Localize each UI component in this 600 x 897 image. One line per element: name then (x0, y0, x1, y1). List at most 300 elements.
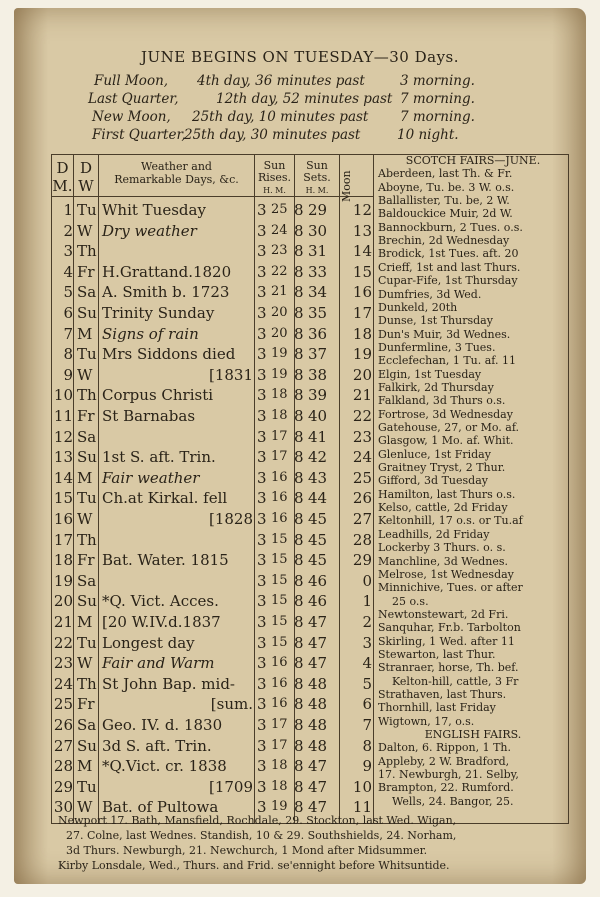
day-of-week: Tu (77, 633, 97, 652)
fair-entry: Dumfries, 3d Wed. (378, 287, 482, 301)
sunrise-minute: 19 (271, 799, 288, 815)
col-sets-h1: Sun (306, 159, 328, 172)
fair-entry: Bannockburn, 2 Tues. o.s. (378, 220, 523, 234)
sunset-minute: 48 (308, 695, 328, 714)
fair-entry: Melrose, 1st Wednesday (378, 567, 514, 581)
remarkable-day: *Q. Vict. Acces. (102, 592, 219, 611)
moon-age: 13 (352, 221, 372, 240)
day-of-month: 15 (53, 489, 73, 508)
day-of-month: 13 (53, 448, 73, 467)
sunset-minute: 33 (308, 262, 328, 281)
moon-age: 21 (352, 386, 372, 405)
day-of-month: 30 (53, 798, 73, 817)
remarkable-day: [1828 (208, 510, 253, 528)
sunrise-hour: 3 (257, 736, 267, 755)
sunrise-minute: 15 (271, 572, 288, 588)
sunrise-minute: 16 (271, 696, 288, 712)
remarkable-day: Corpus Christi (102, 386, 214, 405)
sunset-minute: 42 (308, 448, 328, 467)
fair-entry: Kelso, cattle, 2d Friday (378, 501, 508, 515)
sunrise-hour: 3 (257, 201, 267, 219)
sunrise-minute: 20 (271, 305, 288, 320)
fair-entry: 17. Newburgh, 21. Selby, (378, 768, 519, 782)
sunrise-minute: 15 (271, 552, 288, 568)
calendar-row (51, 343, 373, 365)
sunrise-hour: 3 (257, 221, 267, 240)
sunrise-hour: 3 (257, 262, 267, 281)
moon-phase-time: 7 morning. (400, 91, 475, 107)
sunset-minute: 45 (308, 510, 328, 528)
fair-entry: Dunkeld, 20th (378, 300, 458, 314)
moon-phase-name: Full Moon, (94, 73, 169, 89)
remarkable-day: Whit Tuesday (102, 201, 206, 219)
day-of-month: 6 (63, 304, 73, 322)
day-of-week: W (77, 510, 93, 528)
day-of-month: 26 (53, 716, 73, 734)
fair-entry: Hamilton, last Thurs o.s. (378, 487, 516, 501)
fair-entry: Stranraer, horse, Th. bef. (378, 661, 519, 675)
day-of-month: 3 (63, 242, 73, 261)
sunrise-hour: 3 (257, 757, 267, 776)
sunset-hour: 8 (294, 551, 304, 570)
day-of-week: M (77, 613, 93, 631)
fair-entry: Dunfermline, 3 Tues. (378, 340, 496, 354)
calendar-row (51, 405, 373, 427)
fair-entry: Ballallister, Tu. be, 2 W. (378, 194, 510, 208)
remarkable-day: Fair and Warm (102, 654, 215, 673)
sunrise-hour: 3 (257, 592, 267, 611)
moon-age: 11 (352, 798, 372, 817)
fair-entry: Stewarton, last Thur. (378, 647, 496, 661)
sunset-minute: 46 (308, 592, 328, 611)
calendar-row (51, 261, 373, 283)
fair-entry: Leadhills, 2d Friday (378, 527, 490, 541)
sunrise-minute: 19 (271, 366, 288, 382)
moon-phase-time: 10 night. (397, 127, 459, 143)
remarkable-day: [sum. (210, 695, 253, 714)
sunset-minute: 46 (308, 571, 328, 590)
sunrise-hour: 3 (257, 633, 267, 652)
col-rises-h2: Rises. (257, 171, 292, 184)
remarkable-day: St Barnabas (102, 407, 196, 425)
col-day-of-month-h1: D (56, 159, 69, 177)
day-of-month: 9 (63, 365, 73, 384)
sunrise-minute: 23 (271, 243, 288, 259)
day-of-week: M (77, 468, 93, 487)
day-of-month: 21 (53, 613, 73, 631)
fair-entry: Strathaven, last Thurs. (378, 688, 507, 701)
moon-phase-day: 4th day, 36 minutes past (197, 73, 365, 89)
calendar-row (51, 673, 373, 695)
calendar-row (51, 240, 373, 262)
moon-age: 10 (352, 777, 372, 796)
sunrise-minute: 17 (271, 737, 288, 753)
moon-age: 14 (352, 242, 372, 261)
sunrise-minute: 25 (271, 202, 288, 217)
sunset-minute: 31 (308, 242, 328, 261)
sunrise-minute: 24 (271, 222, 288, 238)
sunset-minute: 36 (308, 324, 328, 343)
sunrise-hour: 3 (257, 468, 267, 487)
sunrise-hour: 3 (257, 448, 267, 467)
sunset-minute: 37 (308, 345, 328, 364)
sunrise-minute: 19 (271, 346, 288, 362)
sunset-hour: 8 (294, 510, 304, 528)
day-of-week: Su (77, 592, 97, 611)
fair-entry: Aberdeen, last Th. & Fr. (378, 167, 513, 181)
day-of-week: Su (77, 736, 97, 755)
moon-phase-day: 12th day, 52 minutes past (216, 91, 393, 107)
sunrise-minute: 17 (271, 717, 288, 732)
col-sets-unit: H. M. (305, 186, 329, 195)
fair-entry: Manchline, 3d Wednes. (378, 554, 509, 568)
moon-age: 29 (352, 551, 372, 570)
moon-age: 9 (362, 757, 372, 776)
day-of-week: Sa (77, 716, 97, 734)
day-of-month: 4 (63, 262, 73, 281)
page-edge-stain-left (14, 8, 48, 884)
moon-age: 19 (352, 345, 372, 364)
calendar-row (51, 281, 373, 303)
day-of-month: 7 (63, 324, 73, 343)
sunrise-hour: 3 (257, 716, 267, 734)
fair-entry: Cupar-Fife, 1st Thursday (378, 274, 518, 288)
fair-entry: Ecclefechan, 1 Tu. af. 11 (378, 354, 516, 368)
day-of-week: Fr (77, 262, 95, 281)
col-rises-h1: Sun (263, 159, 286, 172)
sunset-hour: 8 (294, 386, 304, 405)
day-of-month: 25 (53, 695, 73, 714)
fair-entry: Dalton, 6. Rippon, 1 Th. (378, 741, 512, 755)
sunset-hour: 8 (294, 427, 304, 446)
moon-phase-day: 25th day, 10 minutes past (192, 109, 369, 125)
calendar-row (51, 384, 373, 406)
remarkable-day: [1709 (208, 777, 253, 796)
sunset-hour: 8 (294, 777, 304, 796)
sunset-hour: 8 (294, 571, 304, 590)
day-of-month: 12 (53, 427, 73, 446)
fair-entry: Brodick, 1st Tues. aft. 20 (378, 247, 519, 261)
remarkable-day: 3d S. aft. Trin. (102, 736, 212, 755)
calendar-row (51, 632, 373, 654)
sunrise-hour: 3 (257, 386, 267, 405)
day-of-week: Sa (77, 283, 97, 302)
sunset-hour: 8 (294, 798, 304, 817)
moon-age: 28 (352, 530, 372, 549)
calendar-row (51, 199, 373, 221)
col-day-of-month-h2: M. (52, 177, 73, 195)
footer-line: Newport 17. Bath, Mansfield, Rochdale, 29. Stockton, last Wed. Wigan, (58, 814, 457, 827)
sunset-hour: 8 (294, 283, 304, 302)
fair-entry: Brampton, 22. Rumford. (378, 781, 514, 795)
moon-age: 6 (362, 695, 372, 714)
sunrise-hour: 3 (257, 365, 267, 384)
fair-entry: Kelton-hill, cattle, 3 Fr (392, 674, 519, 688)
fair-entry: Sanquhar, Fr.b. Tarbolton (378, 621, 521, 635)
fair-entry: Glenluce, 1st Friday (378, 447, 491, 461)
moon-age: 12 (352, 201, 372, 219)
moon-phase-time: 3 morning. (400, 73, 475, 89)
sunrise-hour: 3 (257, 242, 267, 261)
col-day-of-week-h2: W (78, 177, 94, 195)
day-of-month: 27 (53, 736, 73, 755)
col-sets-h2: Sets. (303, 171, 331, 184)
calendar-row (51, 693, 373, 715)
remarkable-day: Ch.at Kirkal. fell (102, 489, 228, 508)
calendar-row (51, 570, 373, 592)
sunset-minute: 45 (308, 530, 328, 549)
sunset-minute: 44 (308, 489, 328, 508)
day-of-month: 8 (63, 345, 73, 364)
day-of-week: W (77, 654, 93, 673)
sunrise-minute: 16 (271, 655, 288, 671)
moon-age: 24 (352, 448, 372, 467)
sunrise-minute: 18 (271, 387, 288, 403)
day-of-week: Th (77, 242, 97, 261)
sunset-hour: 8 (294, 592, 304, 611)
sunrise-hour: 3 (257, 551, 267, 570)
fair-entry: Brechin, 2d Wednesday (378, 234, 510, 248)
fair-entry: Gatehouse, 27, or Mo. af. (378, 421, 520, 434)
sunset-minute: 48 (308, 674, 328, 693)
moon-age: 7 (362, 716, 372, 734)
sunrise-hour: 3 (257, 489, 267, 508)
day-of-week: Tu (77, 345, 97, 364)
day-of-week: Su (77, 304, 97, 322)
day-of-week: Su (77, 448, 97, 467)
sunset-hour: 8 (294, 736, 304, 755)
day-of-month: 5 (63, 283, 73, 302)
day-of-week: W (77, 221, 93, 240)
sunrise-hour: 3 (257, 283, 267, 302)
fair-entry: Baldouckice Muir, 2d W. (378, 207, 513, 221)
calendar-row (51, 652, 373, 674)
sunrise-minute: 17 (271, 449, 288, 465)
day-of-week: Sa (77, 427, 97, 446)
fair-entry: Dunse, 1st Thursday (378, 314, 493, 328)
fair-entry: Skirling, 1 Wed. after 11 (378, 634, 515, 648)
footer-line: 27. Colne, last Wednes. Standish, 10 & 29. Southshields, 24. Norham, (66, 829, 457, 842)
col-moon-label: Moon (340, 170, 353, 202)
day-of-month: 24 (53, 674, 73, 693)
moon-age: 20 (352, 365, 372, 384)
day-of-week: Th (77, 674, 97, 693)
day-of-week: W (77, 365, 93, 384)
remarkable-day: Dry weather (102, 221, 197, 240)
fair-entry: Glasgow, 1 Mo. af. Whit. (378, 434, 514, 448)
calendar-row (51, 611, 373, 633)
month-title: JUNE BEGINS ON TUESDAY—30 Days. (140, 48, 460, 66)
calendar-row (51, 714, 373, 736)
sunrise-hour: 3 (257, 695, 267, 714)
day-of-week: W (77, 798, 93, 817)
calendar-row (51, 220, 373, 242)
fair-entry: Wigtown, 17, o.s. (378, 714, 475, 728)
sunset-minute: 40 (308, 407, 328, 425)
sunrise-hour: 3 (257, 777, 267, 796)
sunset-hour: 8 (294, 201, 304, 219)
day-of-week: Sa (77, 571, 97, 590)
calendar-row (51, 590, 373, 612)
col-day-of-week-h1: D (79, 159, 93, 177)
moon-phase-name: First Quarter, (92, 127, 186, 143)
sunset-minute: 38 (308, 365, 328, 384)
sunset-hour: 8 (294, 345, 304, 364)
divider-moon (373, 154, 374, 823)
day-of-month: 20 (53, 592, 73, 611)
day-of-month: 2 (63, 221, 73, 240)
sunrise-minute: 16 (271, 469, 288, 485)
sunrise-minute: 17 (271, 428, 288, 444)
sunset-minute: 48 (308, 736, 328, 755)
day-of-month: 16 (53, 510, 73, 528)
moon-age: 18 (352, 324, 372, 343)
fair-entry: Fortrose, 3d Wednesday (378, 407, 513, 421)
sunset-hour: 8 (294, 757, 304, 776)
sunrise-minute: 18 (271, 778, 288, 794)
moon-phase-day: 25th day, 30 minutes past (184, 127, 361, 143)
remarkable-day: A. Smith b. 1723 (102, 283, 230, 302)
sunset-hour: 8 (294, 716, 304, 734)
remarkable-day: [20 W.IV.d.1837 (102, 613, 221, 631)
sunrise-hour: 3 (257, 510, 267, 528)
remarkable-day: Mrs Siddons died (102, 345, 236, 364)
day-of-month: 14 (53, 468, 73, 487)
sunrise-hour: 3 (257, 571, 267, 590)
moon-age: 25 (352, 468, 372, 487)
remarkable-day: Fair weather (102, 468, 200, 487)
fair-entry: Wells, 24. Bangor, 25. (392, 794, 514, 808)
sunset-hour: 8 (294, 221, 304, 240)
sunrise-hour: 3 (257, 798, 267, 817)
calendar-row (51, 776, 373, 798)
sunset-minute: 30 (308, 221, 328, 240)
moon-age: 3 (362, 633, 372, 652)
remarkable-day: Bat. Water. 1815 (102, 551, 229, 570)
footer-line: 3d Thurs. Newburgh, 21. Newchurch, 1 Mond after Midsummer. (66, 844, 428, 857)
sunset-hour: 8 (294, 262, 304, 281)
moon-phase-time: 7 morning. (400, 109, 475, 125)
fair-entry: Thornhill, last Friday (378, 701, 496, 715)
remarkable-day: 1st S. aft. Trin. (102, 448, 216, 467)
sunrise-minute: 18 (271, 758, 288, 774)
moon-age: 23 (352, 427, 372, 446)
day-of-month: 11 (53, 407, 73, 425)
moon-age: 4 (362, 654, 372, 673)
sunrise-hour: 3 (257, 613, 267, 631)
sunrise-hour: 3 (257, 427, 267, 446)
sunset-minute: 43 (308, 468, 328, 487)
day-of-month: 19 (53, 571, 73, 590)
calendar-row (51, 487, 373, 509)
moon-age: 2 (362, 613, 372, 631)
sunset-minute: 47 (308, 654, 328, 673)
fair-entry: Aboyne, Tu. be. 3 W. o.s. (378, 180, 515, 194)
sunrise-minute: 18 (271, 408, 288, 423)
remarkable-day: Trinity Sunday (102, 304, 215, 322)
fairs-heading: SCOTCH FAIRS—JUNE. (405, 154, 541, 167)
moon-age: 26 (352, 489, 372, 508)
sunset-minute: 45 (308, 551, 328, 570)
sunset-minute: 34 (308, 283, 328, 302)
calendar-row (51, 755, 373, 777)
sunrise-hour: 3 (257, 407, 267, 425)
day-of-month: 23 (53, 654, 73, 673)
sunset-minute: 47 (308, 757, 328, 776)
fair-entry: Dun's Muir, 3d Wednes. (378, 327, 511, 341)
calendar-row (51, 364, 373, 386)
sunrise-hour: 3 (257, 345, 267, 364)
remarkable-day: *Q.Vict. cr. 1838 (102, 757, 227, 776)
almanac-page (14, 8, 586, 884)
remarkable-day: Bat. of Pultowa (102, 798, 219, 817)
month-header (14, 48, 586, 66)
moon-age: 8 (362, 736, 372, 755)
col-moon (340, 158, 358, 202)
sunset-hour: 8 (294, 304, 304, 322)
sunset-minute: 35 (308, 304, 328, 322)
fair-entry: Lockerby 3 Thurs. o. s. (378, 541, 506, 555)
moon-age: 15 (352, 262, 372, 281)
sunset-minute: 47 (308, 777, 328, 796)
sunset-minute: 41 (308, 427, 328, 446)
sunrise-minute: 16 (271, 675, 288, 691)
day-of-week: Fr (77, 551, 95, 570)
calendar-row (51, 549, 373, 571)
fair-entry: Minnichive, Tues. or after (378, 581, 523, 595)
remarkable-day: Geo. IV. d. 1830 (102, 716, 223, 734)
moon-age: 1 (362, 592, 372, 611)
moon-age: 0 (362, 571, 372, 590)
col-events-h1: Weather and (141, 160, 212, 173)
sunrise-hour: 3 (257, 304, 267, 322)
calendar-row (51, 426, 373, 448)
moon-age: 16 (352, 283, 372, 302)
sunset-hour: 8 (294, 407, 304, 425)
day-of-week: M (77, 757, 93, 776)
fair-entry: Elgin, 1st Tuesday (378, 367, 482, 381)
moon-age: 27 (352, 510, 372, 528)
remarkable-day: [1831 (208, 365, 253, 384)
calendar-row (51, 467, 373, 489)
sunrise-hour: 3 (257, 324, 267, 343)
sunset-hour: 8 (294, 448, 304, 467)
fair-entry: Newtonstewart, 2d Fri. (378, 607, 509, 621)
remarkable-day: Signs of rain (102, 324, 199, 343)
day-of-month: 22 (53, 633, 73, 652)
day-of-week: Tu (77, 777, 97, 796)
sunrise-hour: 3 (257, 674, 267, 693)
fair-entry: Gifford, 3d Tuesday (378, 474, 488, 488)
day-of-week: Fr (77, 695, 95, 714)
day-of-month: 18 (53, 551, 73, 570)
sunset-hour: 8 (294, 468, 304, 487)
moon-age: 5 (362, 674, 372, 693)
sunset-hour: 8 (294, 613, 304, 631)
sunset-minute: 47 (308, 798, 328, 817)
sunset-minute: 48 (308, 716, 328, 734)
day-of-week: Th (77, 530, 97, 549)
day-of-week: Th (77, 386, 97, 405)
sunset-minute: 47 (308, 613, 328, 631)
remarkable-day: Longest day (102, 633, 195, 652)
day-of-month: 28 (53, 757, 73, 776)
sunset-hour: 8 (294, 242, 304, 261)
moon-phase-name: New Moon, (92, 109, 171, 125)
sunrise-minute: 15 (271, 614, 288, 629)
day-of-month: 29 (53, 777, 73, 796)
remarkable-day: St John Bap. mid- (102, 674, 236, 693)
